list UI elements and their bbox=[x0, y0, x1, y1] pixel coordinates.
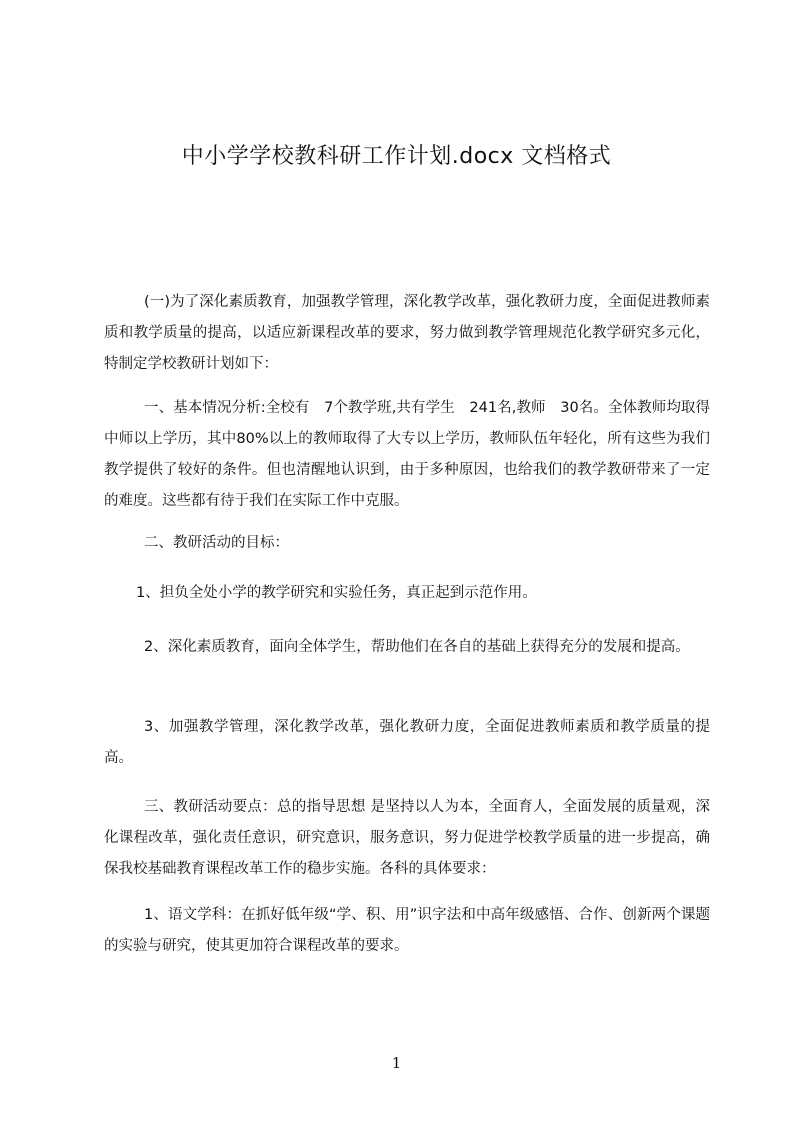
goal-item-2: 2、深化素质教育，面向全体学生，帮助他们在各自的基础上获得充分的发展和提高。 bbox=[144, 639, 690, 655]
heading-research-goals: 二、教研活动的目标： bbox=[144, 535, 289, 551]
document-title: 中小学学校教科研工作计划.docx 文档格式 bbox=[181, 144, 612, 169]
page-number: 1 bbox=[391, 1054, 402, 1072]
paragraph-basic-situation: 一、基本情况分析:全校有 7个教学班,共有学生 241名,教师 30名。全体教师均取得中师以上学历，其中80%以上的教师取得了大专以上学历，教师队伍年轻化，所有这些为我们教学提供了较好的条件。但也清醒地认识到，由于多种原因，也给我们的教学教研带来了一定的难度。这些都有待于我们在实际工作中克服。 bbox=[104, 400, 710, 509]
paragraph-research-points: 三、教研活动要点：总的指导思想 是坚持以人为本，全面育人，全面发展的质量观，深化课程改革，强化责任意识，研究意识，服务意识，努力促进学校教学质量的进一步提高，确保我校基础教育课程改革工作的稳步实施。各科的具体要求： bbox=[104, 799, 710, 877]
subject-item-chinese: 1、语文学科：在抓好低年级“学、积、用”识字法和中高年级感悟、合作、创新两个课题的实验与研究，使其更加符合课程改革的要求。 bbox=[104, 907, 710, 954]
paragraph-intro: (一)为了深化素质教育，加强教学管理，深化教学改革，强化教研力度，全面促进教师素质和教学质量的提高，以适应新课程改革的要求，努力做到教学管理规范化教学研究多元化，特制定学校教研计划如下： bbox=[104, 294, 710, 372]
goal-item-1: 1、担负全处小学的教学研究和实验任务，真正起到示范作用。 bbox=[136, 585, 537, 601]
goal-item-3: 3、加强教学管理，深化教学改革，强化教研力度，全面促进教师素质和教学质量的提高。 bbox=[104, 719, 710, 766]
